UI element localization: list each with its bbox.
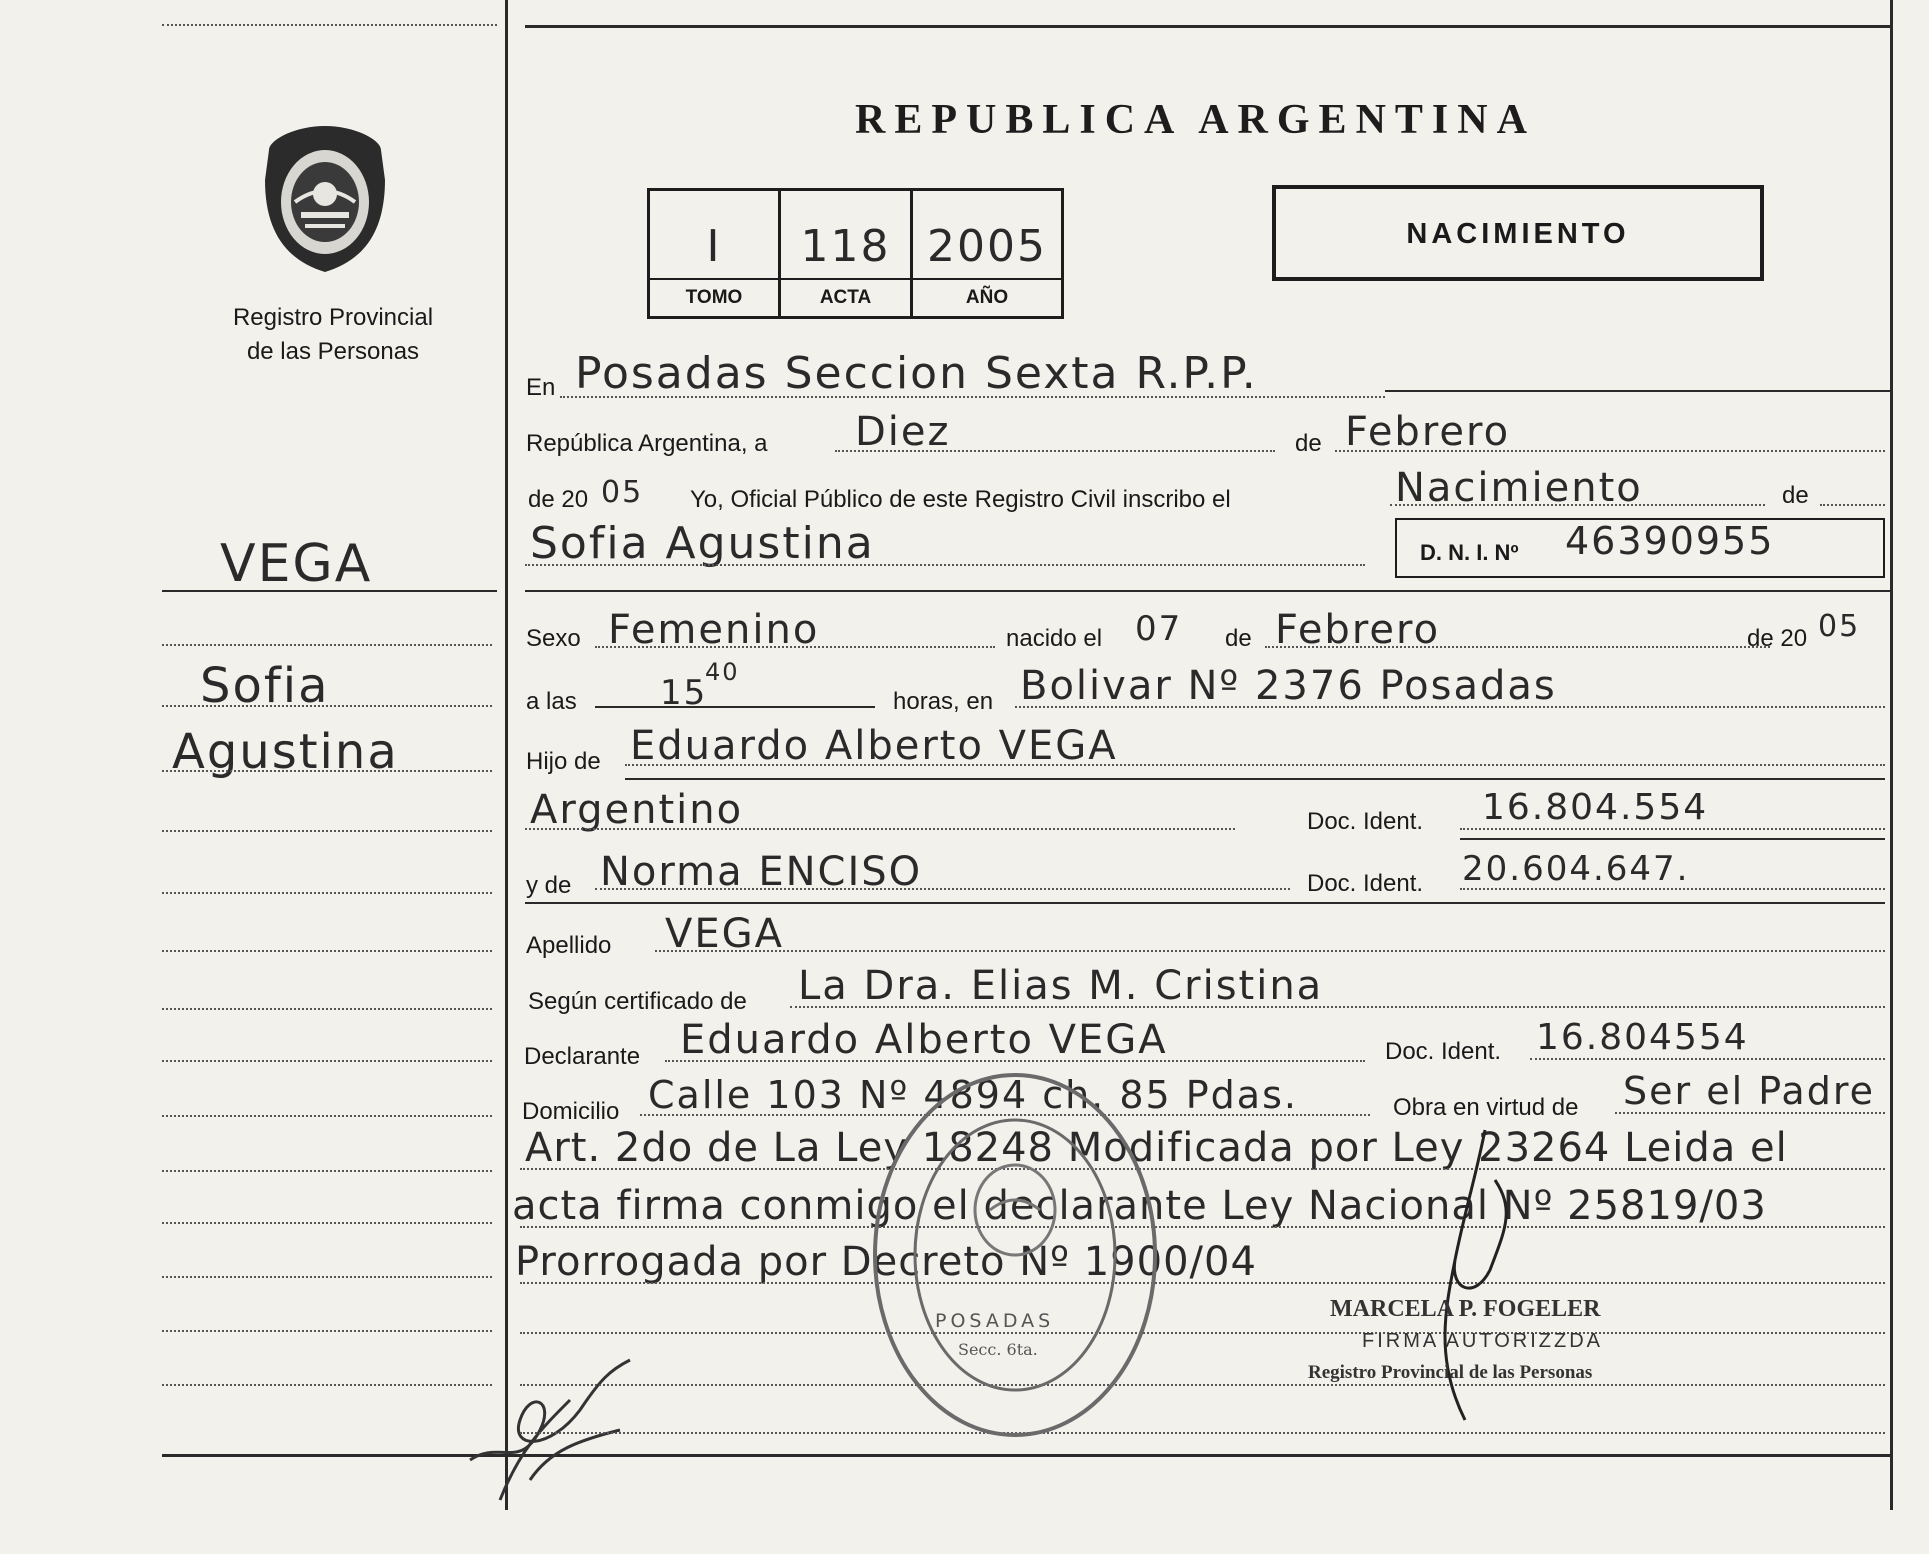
birth-hour: 15 bbox=[660, 673, 708, 713]
birth-year: 05 bbox=[1818, 609, 1861, 644]
birth-day: 07 bbox=[1135, 609, 1183, 649]
margin-line bbox=[162, 950, 492, 952]
form-line bbox=[520, 1332, 1885, 1334]
lugar-line bbox=[1015, 706, 1885, 708]
madre-rule bbox=[525, 902, 1885, 904]
sexo-label: Sexo bbox=[526, 625, 581, 652]
ano-value: 2005 bbox=[927, 221, 1047, 272]
child-name: Sofia Agustina bbox=[530, 518, 875, 569]
father-nationality: Argentino bbox=[530, 787, 744, 833]
signatory-org: Registro Provincial de las Personas bbox=[1308, 1362, 1593, 1383]
de2-label: de bbox=[1782, 482, 1809, 509]
margin-signature bbox=[460, 1330, 640, 1510]
certifying-doctor: La Dra. Elias M. Cristina bbox=[798, 963, 1324, 1009]
de2-line bbox=[1820, 504, 1885, 506]
madre-line bbox=[595, 888, 1290, 890]
apellido-label: Apellido bbox=[526, 932, 612, 959]
declarant-document: 16.804554 bbox=[1536, 1017, 1749, 1058]
registration-year: 05 bbox=[601, 475, 644, 510]
certificado-line bbox=[790, 1006, 1885, 1008]
form-line bbox=[520, 1384, 1885, 1386]
record-box-hrule bbox=[647, 278, 1064, 280]
padre-rule bbox=[625, 778, 1885, 780]
sex-value: Femenino bbox=[608, 607, 820, 653]
declarant-name: Eduardo Alberto VEGA bbox=[680, 1017, 1168, 1063]
margin-surname: VEGA bbox=[220, 534, 373, 594]
birth-month: Febrero bbox=[1275, 607, 1441, 653]
madre-doc-line bbox=[1460, 888, 1885, 890]
margin-line bbox=[162, 1276, 492, 1278]
nac-mes-line bbox=[1265, 646, 1770, 648]
de3-label: de bbox=[1225, 625, 1252, 652]
segun-label: Según certificado de bbox=[528, 988, 747, 1015]
registry-name-line2: de las Personas bbox=[246, 338, 420, 365]
obra-label: Obra en virtud de bbox=[1393, 1094, 1579, 1121]
inscription-type: Nacimiento bbox=[1395, 465, 1643, 511]
margin-line bbox=[162, 892, 492, 894]
margin-surname-rule bbox=[162, 590, 497, 592]
padre-doc-line bbox=[1460, 828, 1885, 830]
margin-given-name-1: Sofia bbox=[200, 658, 330, 714]
note-line-3: Prorrogada por Decreto Nº 1900/04 bbox=[515, 1239, 1257, 1285]
margin-line bbox=[162, 1008, 492, 1010]
tomo-label: TOMO bbox=[685, 287, 743, 308]
republica-label: República Argentina, a bbox=[526, 430, 768, 457]
note-line-1: Art. 2do de La Ley 18248 Modificada por Ley 23264 Leida el bbox=[525, 1125, 1788, 1171]
alas-label: a las bbox=[526, 688, 577, 715]
domicilio-label: Domicilio bbox=[522, 1098, 620, 1125]
nacido-label: nacido el bbox=[1006, 625, 1103, 652]
en-line bbox=[560, 396, 1385, 398]
official-stamp bbox=[860, 1060, 1170, 1450]
mes-line bbox=[1335, 450, 1885, 452]
birth-minutes: 40 bbox=[705, 658, 740, 686]
dni-label: D. N. I. Nº bbox=[1420, 540, 1519, 565]
en-line-tail bbox=[1385, 390, 1890, 392]
margin-line bbox=[162, 1170, 492, 1172]
registry-name-line1: Registro Provincial bbox=[232, 304, 434, 331]
birth-place: Bolivar Nº 2376 Posadas bbox=[1020, 663, 1557, 709]
docident-label: Doc. Ident. bbox=[1307, 808, 1424, 835]
margin-line bbox=[162, 705, 492, 707]
de20b-label: de 20 bbox=[1747, 625, 1808, 652]
place-of-registration: Posadas Seccion Sexta R.P.P. bbox=[575, 348, 1258, 399]
docident-label-2: Doc. Ident. bbox=[1307, 870, 1424, 897]
declarant-address: Calle 103 Nº 4894 ch. 85 Pdas. bbox=[648, 1073, 1298, 1117]
nota2-line bbox=[520, 1226, 1885, 1228]
surname-value: VEGA bbox=[665, 911, 784, 957]
nota1-line bbox=[520, 1168, 1885, 1170]
note-line-2: acta firma conmigo el declarante Ley Nacional Nº 25819/03 bbox=[512, 1183, 1767, 1229]
section-rule bbox=[525, 590, 1890, 592]
provincial-seal-logo bbox=[255, 120, 395, 280]
en-label: En bbox=[526, 374, 556, 401]
right-form-border bbox=[1890, 0, 1893, 1510]
top-dotted-rule-left bbox=[162, 24, 497, 26]
top-rule-right bbox=[525, 25, 1890, 28]
de-label: de bbox=[1295, 430, 1322, 457]
form-line bbox=[520, 1432, 1885, 1434]
mother-document: 20.604.647. bbox=[1462, 849, 1690, 889]
father-name: Eduardo Alberto VEGA bbox=[630, 723, 1118, 769]
apellido-line bbox=[655, 950, 1885, 952]
hora-line bbox=[595, 706, 875, 708]
yde-label: y de bbox=[526, 872, 572, 899]
horas-label: horas, en bbox=[893, 688, 994, 715]
mother-name: Norma ENCISO bbox=[600, 849, 923, 895]
margin-line bbox=[162, 770, 492, 772]
margin-line bbox=[162, 1384, 492, 1386]
record-type-label: NACIMIENTO bbox=[1406, 218, 1630, 250]
padre-nac-line bbox=[525, 828, 1235, 830]
nota3-line bbox=[520, 1282, 1885, 1284]
country-title: REPUBLICA ARGENTINA bbox=[855, 97, 1536, 143]
obra-line bbox=[1615, 1112, 1885, 1114]
declarante-label: Declarante bbox=[524, 1043, 641, 1070]
signatory-title: FIRMA AUTORIZZDA bbox=[1362, 1330, 1603, 1352]
yo-label: Yo, Oficial Público de este Registro Civil inscribo el bbox=[690, 486, 1231, 513]
padre-line bbox=[625, 764, 1885, 766]
father-document: 16.804.554 bbox=[1482, 787, 1709, 828]
official-signature bbox=[1395, 1120, 1535, 1440]
acta-value: 118 bbox=[800, 221, 891, 272]
bottom-rule bbox=[162, 1454, 1892, 1457]
padre-doc-rule bbox=[1460, 838, 1885, 840]
dni-number: 46390955 bbox=[1565, 519, 1775, 563]
stamp-city: POSADAS bbox=[935, 1310, 1055, 1332]
dia-line bbox=[835, 450, 1275, 452]
margin-line bbox=[162, 1115, 492, 1117]
ano-label: AÑO bbox=[965, 287, 1009, 308]
margin-line bbox=[162, 830, 492, 832]
margin-line bbox=[162, 644, 492, 646]
registration-month: Febrero bbox=[1345, 409, 1511, 455]
docident-label-3: Doc. Ident. bbox=[1385, 1038, 1502, 1065]
legal-basis: Ser el Padre bbox=[1623, 1069, 1875, 1113]
left-column-border bbox=[505, 0, 508, 1510]
margin-line bbox=[162, 1222, 492, 1224]
de20-label: de 20 bbox=[528, 486, 589, 513]
registration-day: Diez bbox=[855, 409, 951, 455]
stamp-section: Secc. 6ta. bbox=[958, 1340, 1038, 1359]
tomo-value: I bbox=[706, 221, 722, 272]
nombre-line bbox=[525, 564, 1365, 566]
inscribo-line bbox=[1390, 504, 1765, 506]
margin-line bbox=[162, 1060, 492, 1062]
margin-given-name-2: Agustina bbox=[172, 724, 399, 780]
acta-label: ACTA bbox=[819, 287, 872, 308]
signatory-name: MARCELA P. FOGELER bbox=[1330, 1296, 1601, 1322]
declarante-doc-line bbox=[1530, 1058, 1885, 1060]
hijo-label: Hijo de bbox=[526, 748, 601, 775]
sexo-line bbox=[595, 646, 995, 648]
margin-line bbox=[162, 1330, 492, 1332]
